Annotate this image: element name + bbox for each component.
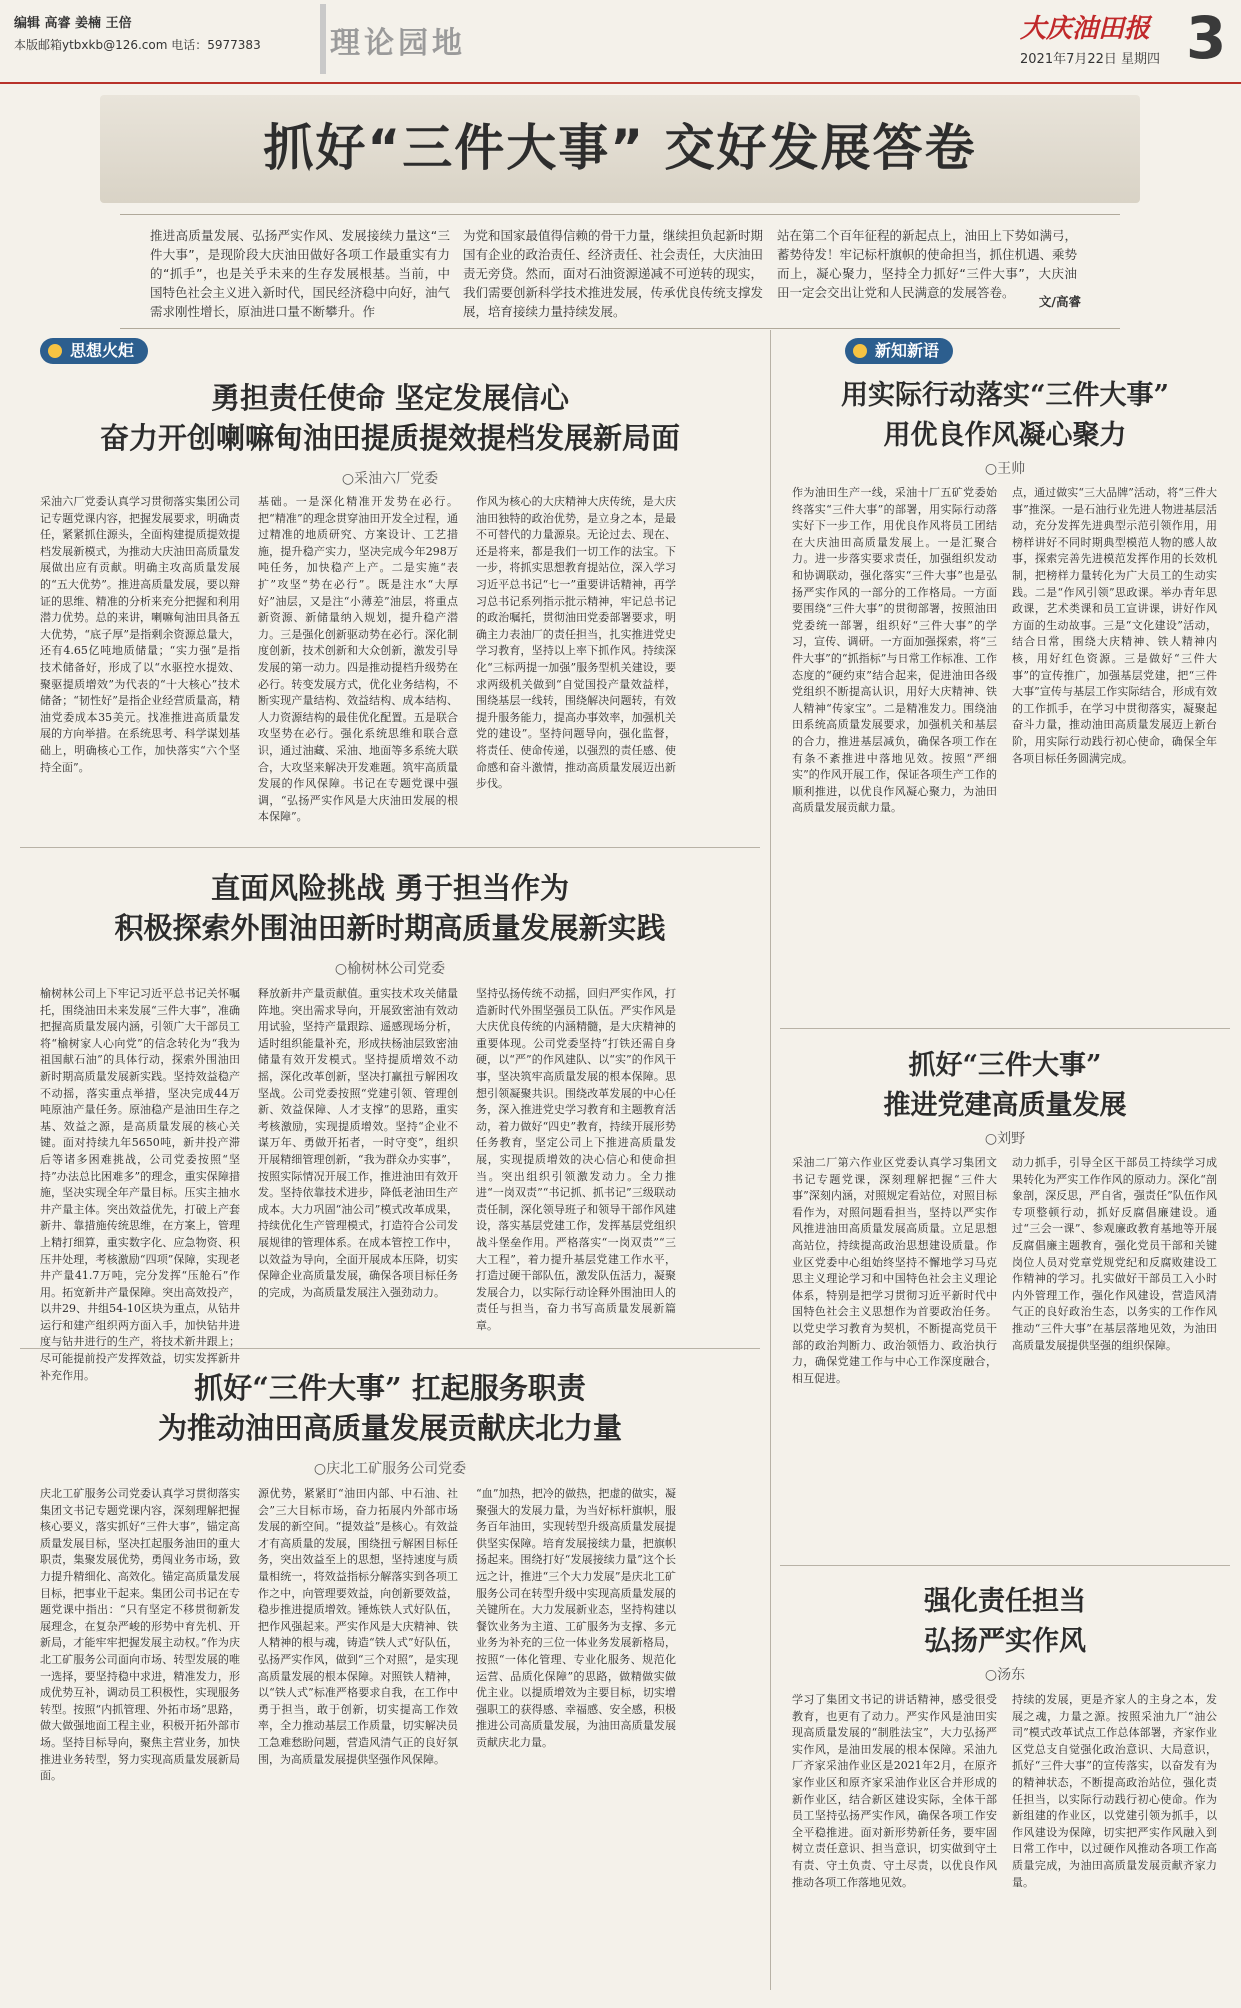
divider bbox=[120, 214, 1120, 215]
article-body-column: 学习了集团文书记的讲话精神，感受很受教育，也更有了动力。严实作风是油田实现高质量发展的“制胜法宝”，大力弘扬严实作风，是油田发展的根本保障。采油九厂齐家采油作业区是2021年2月，在原齐家作业区和原齐家采油作业区合并形成的新作业区，结合新区建设实际，全体干部员工坚持弘扬严实作风，确保各项工作安全平稳推进。面对新形势新任务，要牢固树立责任意识、担当意识，切实做到守土有责、守土负责、守土尽责，以优良作风推动各项工作落地见效。 bbox=[792, 1693, 997, 1889]
headline-line: 强化责任担当 bbox=[924, 1586, 1086, 1617]
column-divider bbox=[770, 330, 771, 1990]
divider bbox=[780, 1028, 1230, 1029]
headline-line: 直面风险挑战 勇于担当作为 bbox=[210, 871, 570, 905]
editor-note-col1: 推进高质量发展、弘扬严实作风、发展接续力量这“三件大事”，是现阶段大庆油田做好各项工作最重实有力的“抓手”，也是关乎未来的生存发展根基。当前，中国特色社会主义进入新时代，国民经济稳中向好，油气需求刚性增长，原油进口量不断攀升。作 bbox=[150, 228, 451, 319]
article-body-column: 庆北工矿服务公司党委认真学习贯彻落实集团文书记专题党课内容，深刻理解把握核心要义，落实抓好“三件大事”，锚定高质量发展目标，坚决扛起服务油田的重大职责，集聚发展优势，勇闯业务市场，致力提升精细化、高效化。锚定高质量发展目标，把事业干起来。集团公司书记在专题党课中指出：“只有坚定不移贯彻新发展理念，在复杂严峻的形势中育先机、开新局，才能牢牢把握发展主动权。”作为庆北工矿服务公司面向市场、转型发展的唯一选择，要坚持稳中求进，精准发力，形成优势互补，调动员工积极性，实现服务转型。按照“内抓管理、外拓市场”思路，做大做强地面工程主业，积极开拓外部市场。坚持目标导向，聚焦主营业务，加快推进业务转型，努力实现高质量发展新局面。 bbox=[40, 1487, 240, 1783]
article-byline: ○王帅 bbox=[984, 461, 1026, 477]
editor-note-col3: 站在第二个百年征程的新起点上，油田上下势如满弓，蓄势待发！牢记标杆旗帜的使命担当，抓住机遇、乘势而上，凝心聚力，坚持全力抓好“三件大事”，大庆油田一定会交出让党和人民满意的发展答卷。 bbox=[777, 228, 1078, 300]
divider bbox=[120, 328, 1120, 329]
article-headline bbox=[20, 1368, 760, 1448]
headline-line: 抓好“三件大事” 扛起服务职责 bbox=[194, 1371, 586, 1405]
headline-line: 抓好“三件大事” bbox=[908, 1050, 1102, 1081]
article-body-column: 采油六厂党委认真学习贯彻落实集团公司记专题党课内容，把握发展要求，明确责任，紧紧抓住源头，全面构建提质提效提档发展新模式，为推动大庆油田高质量发展做出应有贡献。明确主攻高质量发展的“五大优势”。推进高质量发展，要以辩证的思维、精准的分析来充分把握和利用潜力优势。总的来讲，喇嘛甸油田具备五大优势，“底子厚”是指剩余资源总量大，还有4.65亿吨地质储量；“实力强”是指技术储备好，形成了以“水驱控水提效、聚驱提质增效”为代表的“十大核心”技术储备；“韧性好”是指企业经营质量高，精油党委成本35美元。找准推进高质量发展的方向举措。在系统思考、科学谋划基础上，明确核心工作，加快落实“六个坚持全面”。 bbox=[40, 495, 240, 774]
article-body-column: 坚持弘扬传统不动摇，回归严实作风，打造新时代外围坚强员工队伍。严实作风是大庆优良传统的内涵精髓，是大庆精神的重要体现。公司党委坚持“打铁还需自身硬，以“严”的作风建队、以“实”的作风干事，坚决筑牢高质量发展的根本保障。思想引领凝聚共识。围绕改革发展的中心任务，深入推进党史学习教育和主题教育活动，着力做好“四史”教育，持续开展形势任务教育，坚定公司上下推进高质量发展，实现提质增效的决心信心和使命担当。突出组织引领激发动力。全力推进“一岗双责”“书记抓、抓书记”三级联动责任制，深化领导班子和领导干部作风建设，落实基层党建工作，发挥基层党组织战斗堡垒作用。严格落实“一岗双责”“三大工程”，着力提升基层党建工作水平，打造过硬干部队伍，激发队伍活力，凝聚发展合力，以实际行动诠释外围油田人的责任与担当，奋力书写高质量发展新篇章。 bbox=[476, 987, 676, 1332]
headline-line: 弘扬严实作风 bbox=[924, 1626, 1086, 1657]
page-headline: 抓好“三件大事” 交好发展答卷 bbox=[263, 119, 977, 177]
editor-note-author: 文/高睿 bbox=[1038, 294, 1081, 309]
headline-line: 推进党建高质量发展 bbox=[883, 1090, 1127, 1121]
article-body-column: 基础。一是深化精准开发势在必行。把“精准”的理念贯穿油田开发全过程，通过精准的地质研究、方案设计、工艺措施，提升稳产实力，坚决完成今年298万吨任务，加快稳产上产。二是实施“表扩”攻坚“势在必行”。既是注水“大厚好”油层，又是注“小薄差”油层，将重点新资源、新储量纳入规划，提升稳产潜力。三是强化创新驱动势在必行。深化制度创新，技术创新和大众创新，激发引导发展的第一动力。四是推动提档升级势在必行。转变发展方式，优化业务结构，不断实现产量结构、效益结构、成本结构、人力资源结构的最佳优化配置。五是联合攻坚势在必行。强化系统思维和联合意识，通过油藏、采油、地面等多系统大联合，大攻坚来解决开发难题。筑牢高质量发展的作风保障。书记在专题党课中强调，“弘扬严实作风是大庆油田发展的根本保障”。 bbox=[258, 495, 458, 824]
article-body-column: 源优势，紧紧盯“油田内部、中石油、社会”三大目标市场，奋力拓展内外部市场发展的新空间。“提效益”是核心。有效益才有高质量的发展，围绕扭亏解困目标任务，突出效益至上的思想，坚持速度与质量相统一，将效益指标分解落实到各项工作之中，向管理要效益，向创新要效益，稳步推进提质增效。锤炼铁人式好队伍，把作风强起来。严实作风是大庆精神、铁人精神的根与魂，铸造“铁人式”好队伍，弘扬严实作风，做到“三个对照”，是实现高质量发展的根本保障。对照铁人精神，以“铁人式”标准严格要求自我，在工作中勇于担当，敢于创新，切实提高工作效率，全力推动基层工作质量，切实解决员工急难愁盼问题，营造风清气正的良好氛围，为高质量发展提供坚强作风保障。 bbox=[258, 1487, 458, 1766]
article-body-column: 持续的发展，更是齐家人的主身之本，发展之魂，力量之源。按照采油九厂“油公司”模式改革试点工作总体部署，齐家作业区党总支自觉强化政治意识、大局意识，抓好“三件大事”的宣传落实，以奋发有为的精神状态，不断提高政治站位，强化责任担当，以实际行动践行初心使命。作为新组建的作业区，以党建引领为抓手，以作风建设为保障，切实把严实作风融入到日常工作中，以过硬作风推动各项工作高质量完成，为油田高质量发展贡献齐家力量。 bbox=[1012, 1693, 1217, 1889]
newspaper-logo: 大庆油田报 bbox=[1020, 14, 1151, 44]
article-headline bbox=[780, 376, 1230, 456]
divider bbox=[780, 1565, 1230, 1566]
article-byline: ○榆树林公司党委 bbox=[334, 961, 446, 977]
article-body-column: 释放新井产量贡献值。重实技术攻关储量阵地。突出需求导向，开展致密油有效动用试验，坚持产量跟踪、遥感现场分析，适时组织能量补充，形成扶杨油层致密油储量有效开发模式。坚持提质增效不动摇，深化改革创新，坚决打赢扭亏解困攻坚战。公司党委按照“党建引领、管理创新、效益保障、人才支撑”的思路，重实考核激励，实现提质增效。坚持“企业不谋万年、勇做开拓者，一时守变”，组织开展精细管理创新，“我为群众办实事”，按照实际情况开展工作，推进油田有效开发。坚持依靠技术进步，降低老油田生产成本。大力巩固“油公司”模式改革成果，持续优化生产管理模式，打造符合公司发展规律的管理体系。在成本管控工作中，以效益为导向，全面开展成本压降，切实保障企业高质量发展，确保各项目标任务的完成，为高质量发展注入强劲动力。 bbox=[258, 987, 458, 1299]
issue-date: 2021年7月22日 星期四 bbox=[1020, 52, 1161, 67]
article-body-column: 点，通过做实“三大品牌”活动，将“三件大事”推深。一是石油行业先进人物进基层活动，充分发挥先进典型示范引领作用，用榜样讲好不同时期典型模范人物的感人故事，探索完善先进模范发挥作用的长效机制，把榜样力量转化为广大员工的生动实践。二是“作风引领”思政课。举办青年思政课，艺术类课和员工宣讲课，讲好作风方面的生动故事。三是“文化建设”活动，结合日常，围绕大庆精神、铁人精神内核，用好红色资源。三是做好“三件大事”的宣传推广，加强基层党建，把“三件大事”宣传与基层工作实际结合，形成有效的工作抓手，在学习中贯彻落实，凝聚起奋斗力量，推动油田高质量发展迈上新台阶，用实际行动践行初心使命，确保全年各项目标任务圆满完成。 bbox=[1012, 486, 1217, 765]
editor-note-col2: 为党和国家最值得信赖的骨干力量，继续担负起新时期国有企业的政治责任、经济责任、社会责任，大庆油田责无旁贷。然而，面对石油资源递减不可逆转的现实，我们需要创新科学技术推进发展，传承优良传统支撑发展，培育接续力量持续发展。 bbox=[463, 228, 764, 319]
article-headline bbox=[780, 1046, 1230, 1126]
section-name: 理论园地 bbox=[330, 26, 466, 61]
article-byline: ○汤东 bbox=[984, 1667, 1026, 1683]
headline-line: 用实际行动落实“三件大事” bbox=[840, 380, 1170, 411]
headline-line: 用优良作风凝心聚力 bbox=[883, 420, 1127, 451]
article-body-column: 榆树林公司上下牢记习近平总书记关怀嘱托，围绕油田未来发展“三件大事”，准确把握高质量发展内涵，引领广大干部员工将“榆树家人心向党”的信念转化为“我为祖国献石油”的具体行动，探索外围油田新时期高质量发展新实践。坚持效益稳产不动摇，落实重点举措，坚决完成44万吨原油产量任务。原油稳产是油田生存之基、效益之源，是高质量发展的核心关键。面对持续九年5650吨，新井投产滞后等诸多困难挑战，公司党委按照“坚持”办法总比困难多”的理念，重实保障措施，坚决实现全年产量目标。压实主抽水井产量主体。突出效益优先，打破上产套新井、靠措施传统思维，在方案上，管理上精打细算，重实数字化、应急物资、积压井处理，考核激励“四项”保障，实现老井产量41.7万吨，完分发挥“压舱石”作用。拓宽新井产量保障。突出高效投产，以井29、井组54-10区块为重点，从钻井运行和建产组织两方面入手，加快钻井进度与钻井进行的生产，将技术新井跟上；尽可能提前投产发挥效益，切实发挥新井补充作用。 bbox=[40, 987, 240, 1382]
column-tag-thought-torch: 思想火炬 bbox=[40, 338, 148, 364]
section-decoration bbox=[320, 4, 326, 74]
article-headline bbox=[20, 868, 760, 948]
contact-line: 本版邮箱ytbxkb@126.com 电话：5977383 bbox=[14, 38, 261, 52]
article-byline: ○刘野 bbox=[984, 1131, 1026, 1147]
divider bbox=[20, 847, 760, 848]
headline-line: 为推动油田高质量发展贡献庆北力量 bbox=[157, 1411, 622, 1445]
divider bbox=[20, 1348, 760, 1349]
headline-line: 积极探索外围油田新时期高质量发展新实践 bbox=[114, 911, 666, 945]
article-body-column: 动力抓手，引导全区干部员工持续学习成果转化为严实工作作风的原动力。深化“剖象剖，深反思，严自省，强责任”队伍作风专项整顿行动，抓好反腐倡廉建设。通过“三会一课”、参观廉政教育基地等开展反腐倡廉主题教育，强化党员干部和关键岗位人员对党章党规党纪和反腐败建设工作精神的学习。扎实做好干部员工入小时内外管理工作，强化作风建设，营造风清气正的良好政治生态，以务实的工作作风推动“三件大事”在基层落地见效，为油田高质量发展提供坚强的组织保障。 bbox=[1012, 1156, 1217, 1352]
page-number: 3 bbox=[1186, 4, 1227, 72]
article-byline: ○采油六厂党委 bbox=[341, 471, 439, 487]
article-headline bbox=[20, 378, 760, 458]
headline-line: 勇担责任使命 坚定发展信心 bbox=[210, 381, 570, 415]
article-body-column: 作风为核心的大庆精神大庆传统，是大庆油田独特的政治优势，是立身之本，是最不可替代的力量源泉。无论过去、现在、还是将来，都是我们一切工作的法宝。下一步，将抓实思想教育提站位，深入学习习近平总书记“七一”重要讲话精神，再学习总书记系列指示批示精神，牢记总书记的政治嘱托，贯彻油田党委部署要求，明确主力表油厂的责任担当，扎实推进党史学习教育，坚持以上率下抓作风。持续深化“三标两提一加强”服务型机关建设，要求两级机关做到“自觉国投产量效益样，围绕基层一线转，围绕解决问题转，有效提升服务能力，提高办事效率，加强机关党的建设”。坚持问题导向，强化监督，将责任、使命传递，以强烈的责任感、使命感和奋斗激情，推动高质量发展迈出新步伐。 bbox=[476, 495, 676, 791]
article-headline bbox=[780, 1582, 1230, 1662]
editors-line: 编辑 高睿 姜楠 王倍 bbox=[14, 16, 132, 31]
column-tag-new-knowledge: 新知新语 bbox=[845, 338, 953, 364]
article-body-column: 采油二厂第六作业区党委认真学习集团文书记专题党课，深刻理解把握“三件大事”深刻内涵，对照规定看站位，对照目标看作为，对照问题看担当，坚持以严实作风推进油田高质量发展高质量。立足思想高站位，持续提高政治思想建设质量。作业区党委中心组始终坚持不懈地学习马克思主义理论学习和中国特色社会主义理论体系，特别是把学习贯彻习近平新时代中国特色社会主义思想作为首要政治任务。以党史学习教育为契机，不断提高党员干部的政治判断力、政治领悟力、政治执行力，确保党建工作与中心工作深度融合，相互促进。 bbox=[792, 1156, 997, 1385]
article-byline: ○庆北工矿服务公司党委 bbox=[313, 1461, 467, 1477]
headline-line: 奋力开创喇嘛甸油田提质提效提档发展新局面 bbox=[99, 421, 680, 455]
article-body-column: 作为油田生产一线，采油十厂五矿党委始终落实“三件大事”的部署，用实际行动落实好下一步工作，用优良作风将员工团结在大庆油田高质量发展上。一是汇聚合力。进一步落实要求责任，加强组织发动和协调联动，强化落实“三件大事”也是弘扬严实作风的一部分的工作格局。一方面要围绕“三件大事”的贯彻部署，按照油田党委统一部署，组织好“三件大事”的学习，宣传、调研。一方面加强探索，将“三件大事”的“抓指标”与日常工作标准、工作态度的“硬约束”结合起来，促进油田各级党组织不断提高认识，用好大庆精神、铁人精神“传家宝”。二是精准发力。围绕油田系统高质量发展要求，加强机关和基层的合力，推进基层减负，确保各项工作在有条不紊推进中落地见效。按照“严细实”的作风开展工作，保证各项生产工作的顺利推进，以优良作风凝心聚力，为油田高质量发展贡献力量。 bbox=[792, 486, 997, 815]
article-body-column: “血”加热，把冷的做热，把虚的做实，凝聚强大的发展力量，为当好标杆旗帜，服务百年油田，实现转型升级高质量发展提供坚实保障。培育发展接续力量，把旗帜扬起来。围绕打好“发展接续力量”这个长远之计，推进“三个大力发展”是庆北工矿服务公司在转型升级中实现高质量发展的关键所在。大力发展新业态，坚持构建以餐饮业务为主道、工矿服务为支撑、多元业务为补充的三位一体业务发展新格局，按照“一体化管理、专业化服务、规范化运营、品质化保障”的思路，做精做实做优主业。以提质增效为主要目标，切实增强职工的获得感、幸福感、安全感，积极推进公司高质量发展，为油田高质量发展贡献庆北力量。 bbox=[476, 1487, 676, 1749]
